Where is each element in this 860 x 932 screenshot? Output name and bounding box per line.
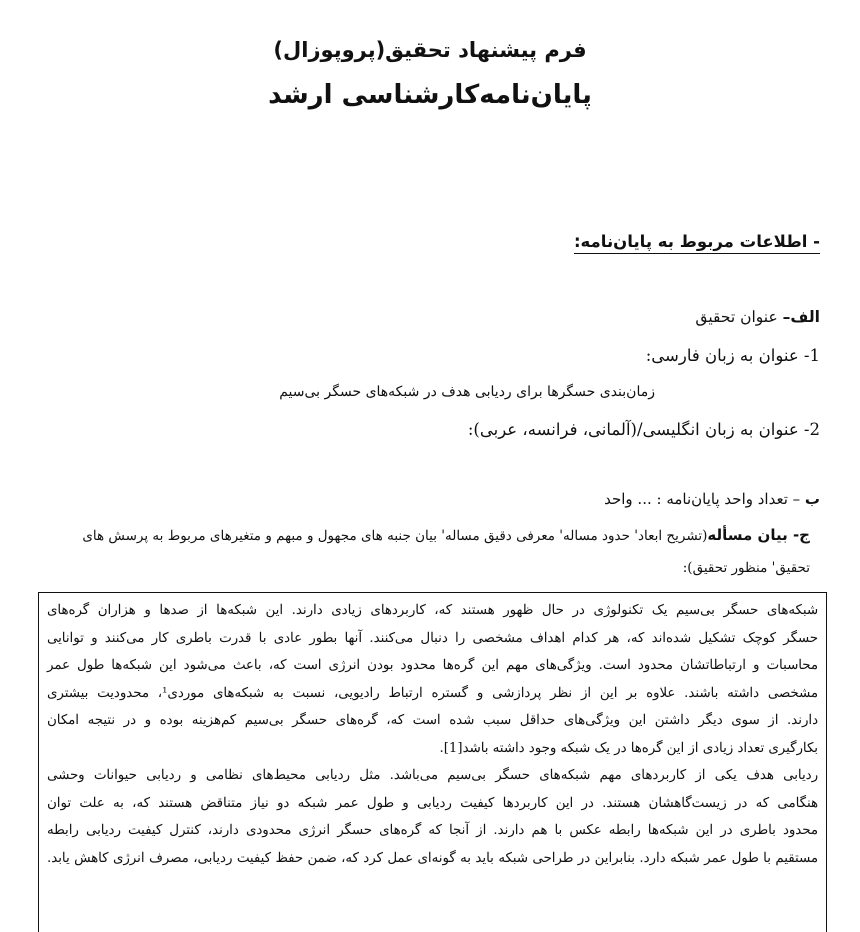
body-line: حسگر کوچک تشکیل شده‌اند که، هر کدام اهداف مشخصی را دنبال می‌کنند. آنها بطور عادی با قدرت باطری کار می‌کنند و توانایی	[47, 630, 818, 646]
body-line: محدود باطری در این شبکه‌ها رابطه عکس با هم دارند. از آنجا که گره‌های حسگر انرژی محدودی دارند، کنترل کیفیت ردیابی رابطه	[47, 823, 818, 838]
body-line: محاسبات و ارتباطاتشان محدود است. ویژگی‌های مهم این گره‌ها محدود بودن انرژی است که، باعث می‌شود این شبکه‌ها طول عمر	[47, 658, 818, 673]
thesis-title: پایان‌نامه‌کارشناسی ارشد	[268, 80, 592, 110]
be-line	[604, 490, 820, 508]
problem-statement-box	[38, 592, 827, 932]
english-title-label: 2- عنوان به زبان انگلیسی/(آلمانی، فرانسه، عربی):	[467, 420, 820, 439]
jim-text-cont: تحقیق' منظور تحقیق):	[682, 560, 810, 576]
form-title: فرم پیشنهاد تحقیق(پروپوزال)	[273, 38, 587, 62]
jim-line	[82, 526, 810, 544]
jim-label: ج- بیان مسأله	[707, 526, 810, 544]
body-line: دارند. از سوی دیگر داشتن این ویژگی‌های حداقل سبب شده است که، گره‌های حسگر بی‌سیم کم‌هزینه بوده و در نتیجه امکان	[47, 713, 818, 728]
persian-title-value: زمان‌بندی حسگرها برای ردیابی هدف در شبکه‌های حسگر بی‌سیم	[279, 384, 655, 400]
body-line: هنگامی که در زیست‌گاهشان هستند. در این کاربردها کیفیت ردیابی و طول عمر شبکه دو نیاز متناقض هستند که، به علت توان	[47, 795, 818, 811]
body-line: ردیابی هدف یکی از کاربردهای مهم شبکه‌های حسگر بی‌سیم می‌باشد. مثل ردیابی محیط‌های نظامی و ردیابی حیوانات وحشی	[47, 768, 818, 783]
body-line: مستقیم با طول عمر شبکه دارد. بنابراین در طراحی شبکه باید به گونه‌ای عمل کرد که، ضمن حفظ کیفیت ردیابی، مصرف انرژی کاهش یابد.	[47, 850, 818, 866]
be-text: – تعداد واحد پایان‌نامه : ... واحد	[604, 490, 805, 508]
jim-text: (تشریح ابعاد' حدود مساله' معرفی دقیق مساله' بیان جنبه های مجهول و مبهم و متغیرهای مربوط به پرسش های	[82, 528, 708, 544]
persian-title-label: 1- عنوان به زبان فارسی:	[645, 346, 820, 365]
body-line: بکارگیری تعداد زیادی از این گره‌ها در یک شبکه وجود داشته باشد[1].	[439, 740, 818, 756]
be-label: ب	[804, 490, 820, 508]
alef-label: الف–	[782, 308, 820, 326]
body-line: شبکه‌های حسگر بی‌سیم یک تکنولوژی در حال ظهور هستند که، کاربردهای زیادی دارند. این شبکه‌ها از صدها و هزاران گره‌های	[47, 603, 818, 618]
section-heading: - اطلاعات مربوط به پایان‌نامه:	[574, 232, 820, 254]
body-line: مشخصی داشته باشند. علاوه بر این از نظر پردازشی و گستره ارتباط رادیویی، نسبت به شبکه‌های موردی¹، محدودیت بیشتری	[47, 685, 818, 701]
alef-heading	[695, 308, 820, 326]
alef-text: عنوان تحقیق	[695, 308, 783, 326]
